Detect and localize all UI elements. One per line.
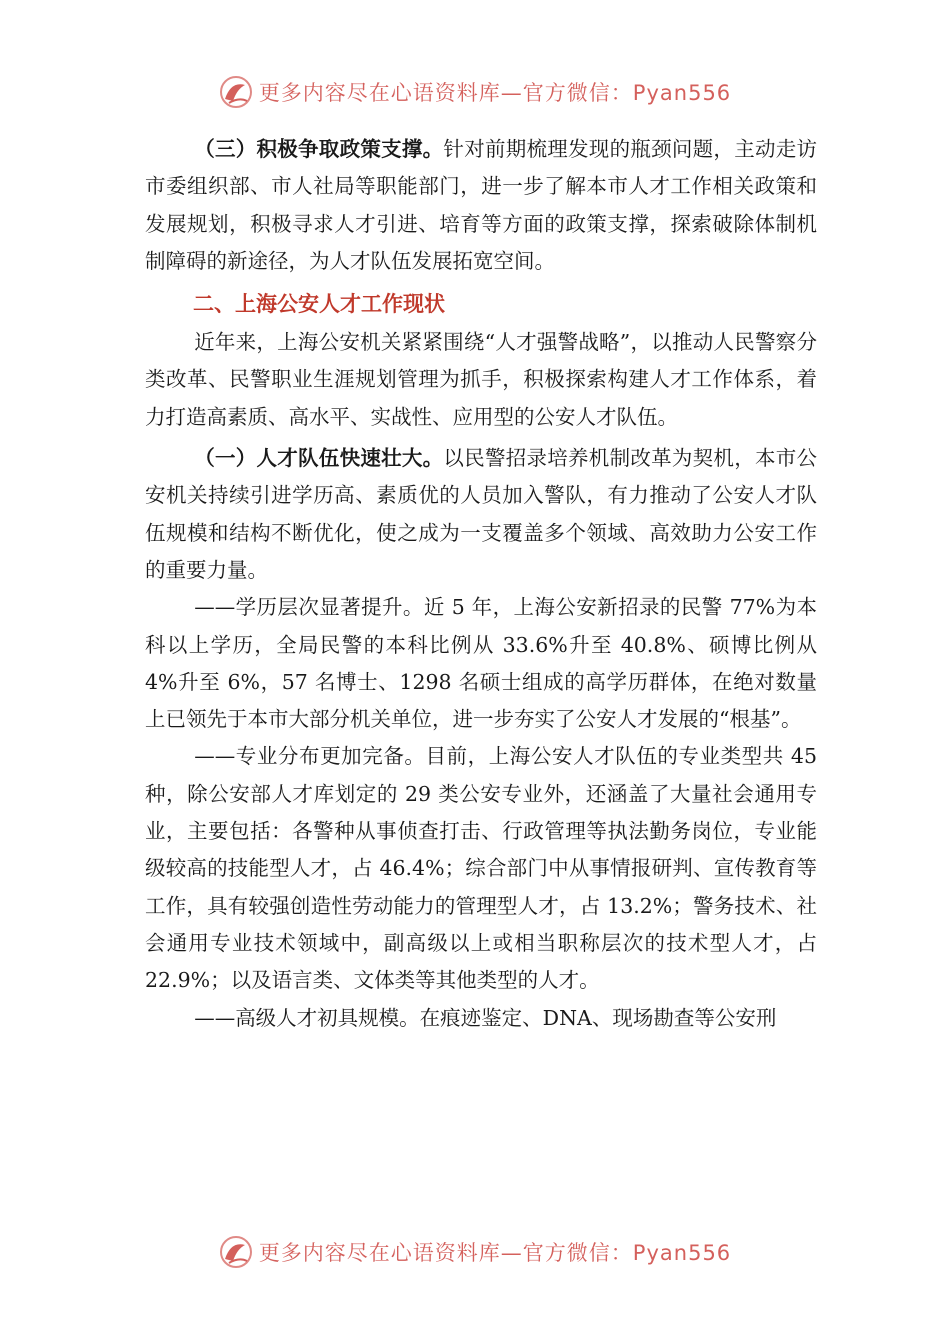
paragraph-specialties: ——专业分布更加完备。目前，上海公安人才队伍的专业类型共 45 种，除公安部人才库划定的 29 类公安专业外，还涵盖了大量社会通用专业，主要包括：各警种从事侦查打击、行政管理等执法勤务岗位，专业能级较高的技能型人才，占 46.4%；综合部门中从事情报研判、宣传教育等工作，具有较强创造性劳动能力的管理型人才，占 13.2%；警务技术、社会通用专业技术领域中，副高级以上或相当职称层次的技术型人才，占 22.9%；以及语言类、文体类等其他类型的人才。 <box>145 744 817 993</box>
paragraph-lead: （三）积极争取政策支撑。 <box>194 137 444 161</box>
section-heading: 二、上海公安人才工作现状 <box>193 292 445 317</box>
logo-icon <box>219 1235 253 1269</box>
banner-text: 更多内容尽在心语资料库—官方微信：Pyan556 <box>258 1241 732 1265</box>
paragraph-intro: 近年来，上海公安机关紧紧围绕“人才强警战略”，以推动人民警察分类改革、民警职业生涯规划管理为抓手，积极探索构建人才工作体系，着力打造高素质、高水平、实战性、应用型的公安人才队伍。 <box>145 330 817 429</box>
paragraph-team-growth <box>145 440 817 589</box>
header-banner <box>0 72 950 112</box>
paragraph-lead: （一）人才队伍快速壮大。 <box>194 446 444 471</box>
paragraph-text: 针对前期梳理发现的瓶颈问题，主动走访市委组织部、市人社局等职能部门，进一步了解本市人才工作相关政策和发展规划，积极寻求人才引进、培育等方面的政策支撑，探索破除体制机制障碍的新途径，为人才队伍发展拓宽空间。 <box>145 137 818 273</box>
footer-banner <box>0 1232 950 1272</box>
logo-icon <box>219 75 253 109</box>
banner-text: 更多内容尽在心语资料库—官方微信：Pyan556 <box>258 81 732 105</box>
document-body <box>145 131 817 1037</box>
paragraph-text: 以民警招录培养机制改革为契机，本市公安机关持续引进学历高、素质优的人员加入警队，有力推动了公安人才队伍规模和结构不断优化，使之成为一支覆盖多个领域、高效助力公安工作的重要力量。 <box>145 446 818 582</box>
paragraph-policy-support <box>145 131 817 280</box>
paragraph-education: ——学历层次显著提升。近 5 年，上海公安新招录的民警 77%为本科以上学历，全局民警的本科比例从 33.6%升至 40.8%、硕博比例从 4%升至 6%，57 名博士、1298 名硕士组成的高学历群体，在绝对数量上已领先于本市大部分机关单位，进一步夯实了公安人才发展的“根基”。 <box>145 595 817 732</box>
paragraph-senior-talent: ——高级人才初具规模。在痕迹鉴定、DNA、现场勘查等公安刑 <box>194 1005 777 1030</box>
